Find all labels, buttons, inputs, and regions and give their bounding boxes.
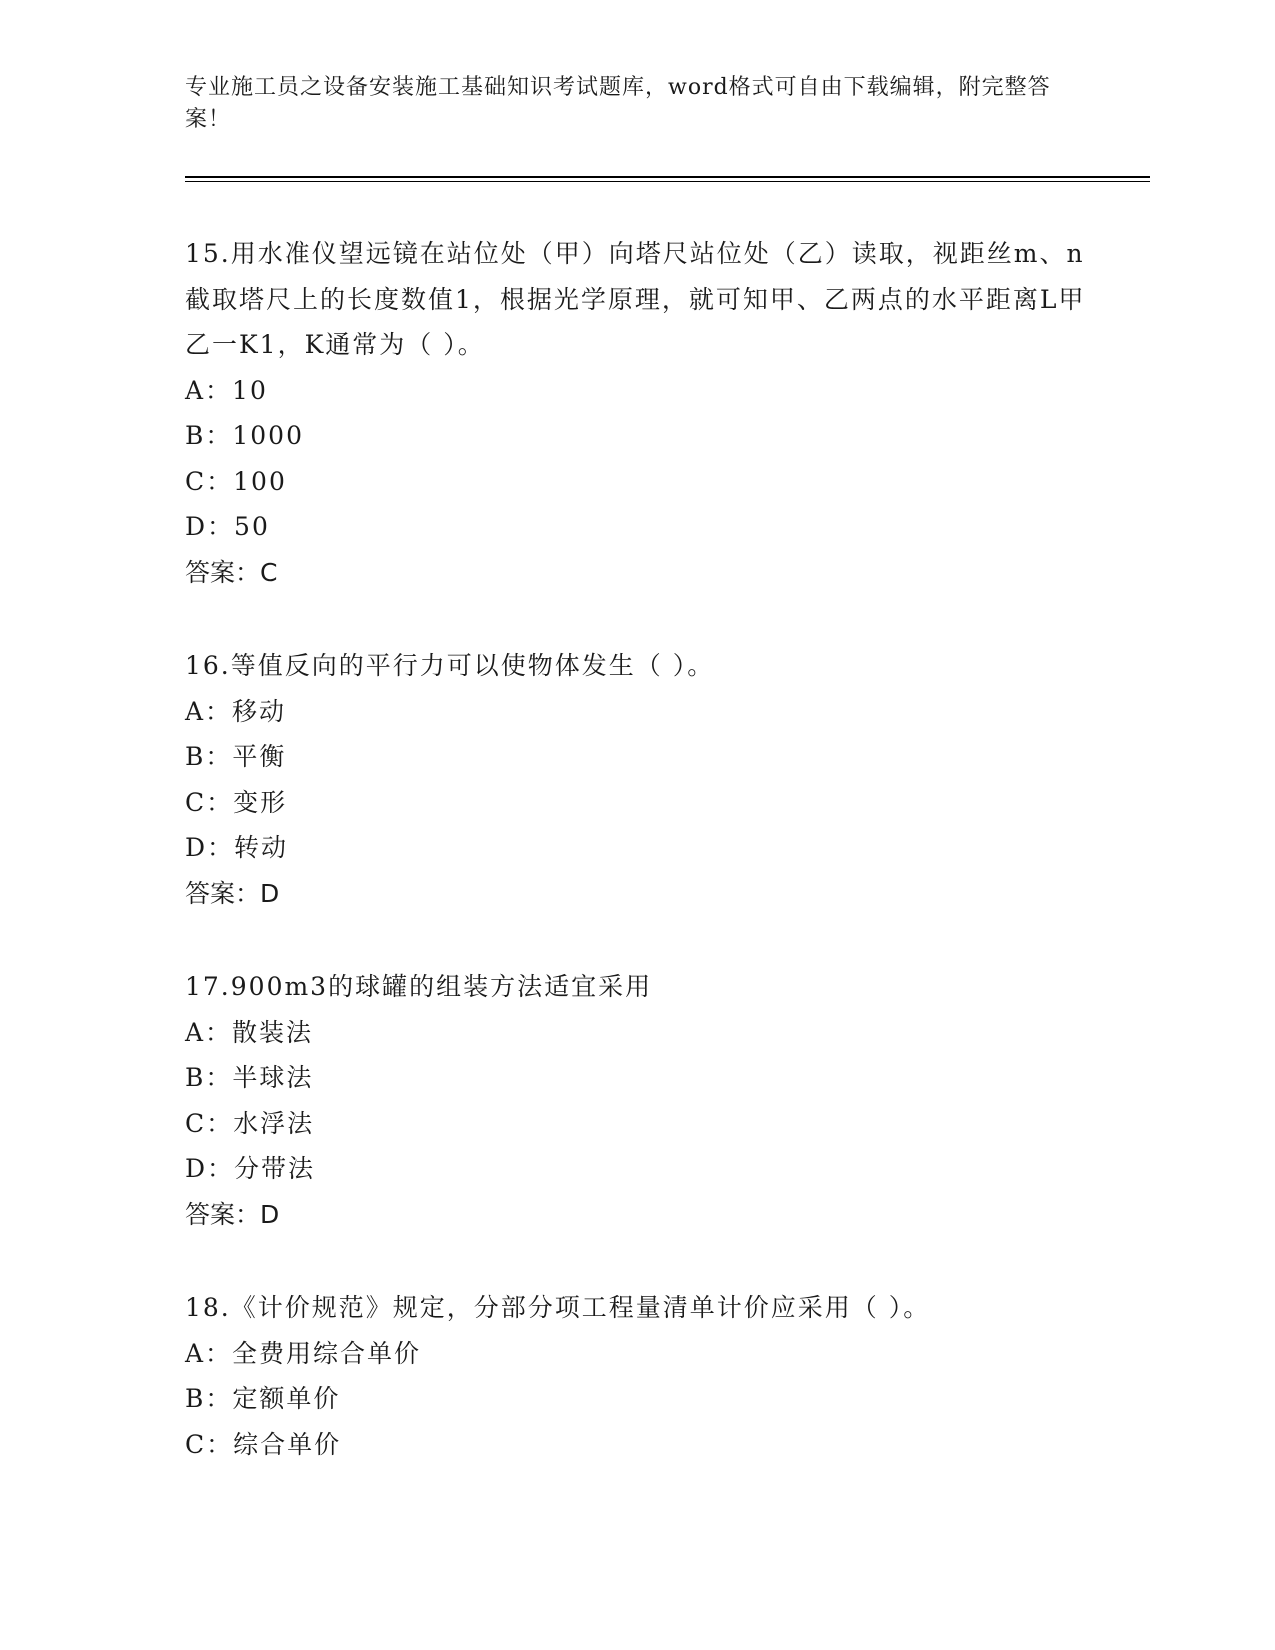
- document-header: 专业施工员之设备安装施工基础知识考试题库，word格式可自由下载编辑，附完整答案！: [185, 75, 1051, 132]
- question-text: 16.等值反向的平行力可以使物体发生（ ）。: [185, 651, 715, 680]
- answer-label: 答案：C: [185, 557, 278, 587]
- header-divider-thin: [185, 181, 1150, 182]
- question-17: [185, 964, 1105, 1237]
- question-spacer: [185, 595, 1105, 643]
- question-18: [185, 1285, 1105, 1467]
- answer-label: 答案：D: [185, 1199, 280, 1229]
- option-a: A：10: [185, 375, 268, 405]
- question-16: [185, 643, 1105, 916]
- option-b: B：定额单价: [185, 1384, 341, 1413]
- answer-label: 答案：D: [185, 878, 280, 908]
- option-c: C：水浮法: [185, 1108, 315, 1138]
- option-b: B：1000: [185, 421, 304, 450]
- option-a: A：移动: [185, 696, 287, 726]
- option-c: C：100: [185, 466, 287, 496]
- option-a: A：散装法: [185, 1017, 314, 1047]
- question-list: [185, 231, 1105, 1467]
- option-a: A：全费用综合单价: [185, 1338, 422, 1368]
- option-d: D：转动: [185, 833, 289, 862]
- option-d: D：分带法: [185, 1154, 316, 1183]
- header-divider-thick: [185, 176, 1150, 178]
- question-spacer: [185, 916, 1105, 964]
- question-spacer: [185, 1237, 1105, 1285]
- question-text: 18.《计价规范》规定，分部分项工程量清单计价应采用（ ）。: [185, 1293, 931, 1322]
- option-b: B：半球法: [185, 1063, 314, 1092]
- option-b: B：平衡: [185, 742, 287, 771]
- question-15: [185, 231, 1105, 595]
- option-c: C：综合单价: [185, 1429, 342, 1459]
- option-d: D：50: [185, 512, 270, 541]
- question-text: 15.用水准仪望远镜在站位处（甲）向塔尺站位处（乙）读取，视距丝m、n截取塔尺上的长度数值1，根据光学原理，就可知甲、乙两点的水平距离L甲乙一K1，K通常为（ ）。: [185, 239, 1086, 359]
- option-c: C：变形: [185, 787, 288, 817]
- question-text: 17.900m3的球罐的组装方法适宜采用: [185, 972, 653, 1001]
